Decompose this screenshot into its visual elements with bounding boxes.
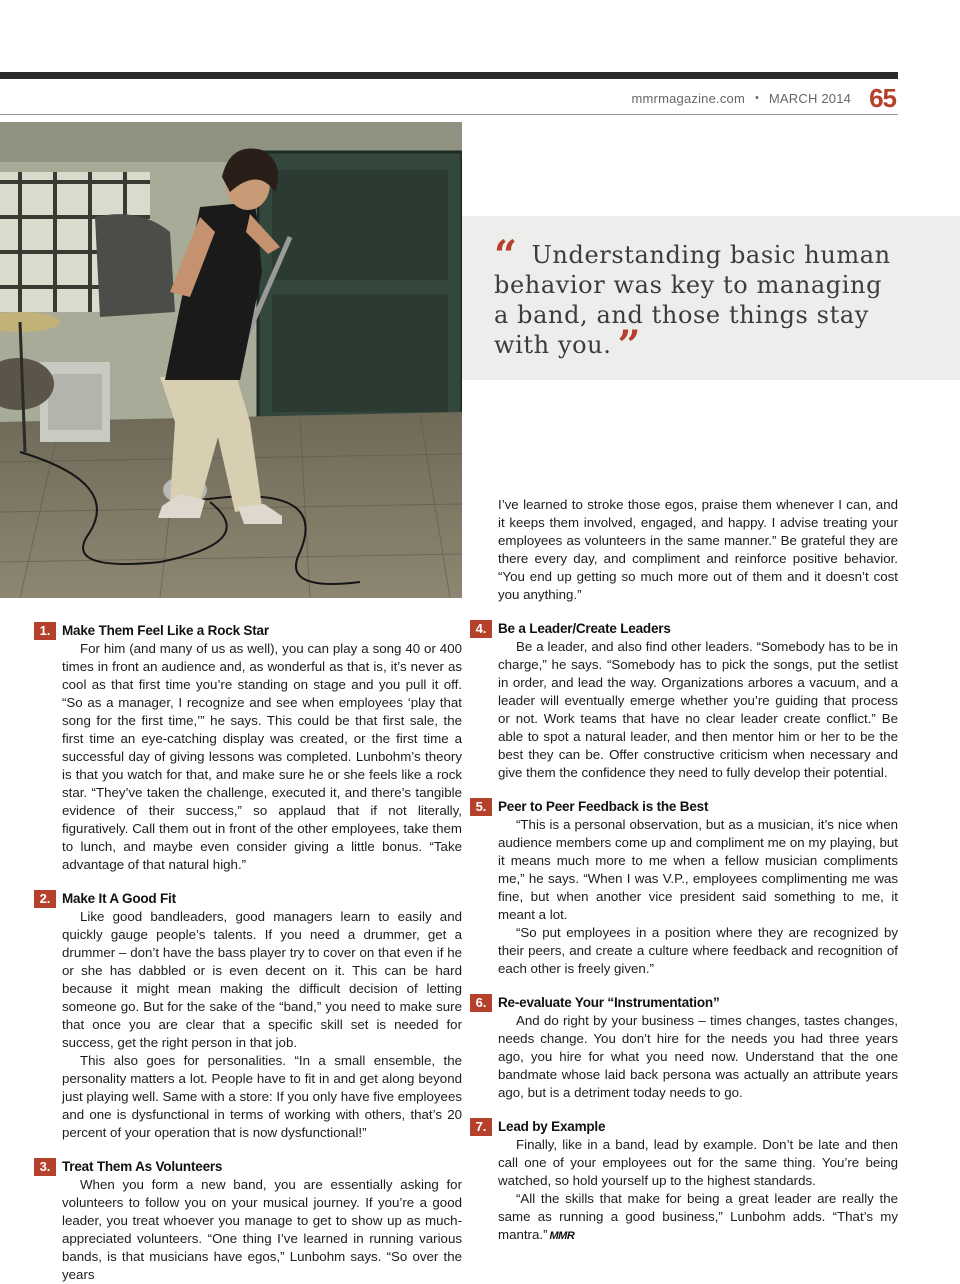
section-1 xyxy=(39,622,462,874)
section-number-badge: 7. xyxy=(470,1118,492,1136)
pull-quote-text: Understanding basic human behavior was key to managing a band, and those things stay with you. xyxy=(494,241,891,359)
section-title: Re-evaluate Your “Instrumentation” xyxy=(498,995,720,1010)
right-column xyxy=(475,496,898,1245)
folio-site: mmrmagazine.com xyxy=(631,90,746,106)
section-title: Peer to Peer Feedback is the Best xyxy=(498,799,709,814)
section-number-badge: 3. xyxy=(34,1158,56,1176)
pull-quote xyxy=(494,232,904,369)
section-number-badge: 5. xyxy=(470,798,492,816)
continued-paragraph: I’ve learned to stroke those egos, praise them whenever I can, and it keeps them involved, engaged, and happy. I advise treating your employees as volunteers in the same manner.” Be grateful they are there every day, and compliment and reinforce positive behavior. “You end up getting so much more out of them and it doesn’t cost you anything.” xyxy=(498,497,898,602)
section-title: Make It A Good Fit xyxy=(62,891,176,906)
body-paragraph xyxy=(498,1190,898,1245)
body-paragraph: “So put employees in a position where they are recognized by their peers, and create a culture where feedback and recognition of each other is freely given.” xyxy=(498,925,898,976)
body-paragraph: Finally, like in a band, lead by example. Don’t be late and then call one of your employees out for the same thing. You’re being watched, so hold yourself up to the highest standards. xyxy=(498,1137,898,1188)
section-7 xyxy=(475,1118,898,1245)
folio-date: MARCH 2014 xyxy=(768,90,852,106)
section-6 xyxy=(475,994,898,1102)
section-title: Lead by Example xyxy=(498,1119,606,1134)
section-number-badge: 1. xyxy=(34,622,56,640)
section-title: Treat Them As Volunteers xyxy=(62,1159,223,1174)
top-rule xyxy=(0,72,898,79)
body-paragraph: This also goes for personalities. “In a small ensemble, the personality matters a lot. People have to fit in and get along beyond just playing well. Same with a store: If you only have five employees and one is dysfunctional in terms of working with others, that’s 20 percent of your operation that is now dysfunctional!” xyxy=(62,1053,462,1140)
section-number-badge: 2. xyxy=(34,890,56,908)
left-column xyxy=(39,622,462,1284)
section-5 xyxy=(475,798,898,978)
body-paragraph: And do right by your business – times changes, tastes changes, needs change. You don’t hire for the needs you had three years ago, you hire for what you need now. Understand that the one bandmate whose laid back persona was actually an attribute years ago, but is a detriment today needs to go. xyxy=(498,1013,898,1100)
section-3 xyxy=(39,1158,462,1284)
section-2 xyxy=(39,890,462,1142)
body-paragraph: When you form a new band, you are essentially asking for volunteers to follow you on your musical journey. If you’re a good leader, you treat whoever you manage to get to show up as much-appreciated volunteers. “One thing I’ve learned in running various bands, is that musicians have egos,” Lunbohm says. “So over the years xyxy=(62,1177,462,1282)
body-paragraph: Like good bandleaders, good managers learn to easily and quickly gauge people’s talents. If you need a drummer, get a drummer – don’t have the bass player try to cover on that even if he or she has dabbled or is even decent on it. This can be hard because it might mean making the difficult decision of letting someone go. But for the sake of the “band,” you need to make sure that once you are clear that a specific skill set is needed for success, get the right person in that job. xyxy=(62,909,462,1050)
open-quote-mark: “ xyxy=(494,232,518,279)
section-4 xyxy=(475,620,898,782)
section-number-badge: 4. xyxy=(470,620,492,638)
header-rule xyxy=(0,114,898,115)
section-title: Make Them Feel Like a Rock Star xyxy=(62,623,269,638)
body-paragraph: For him (and many of us as well), you can play a song 40 or 400 times in front an audience and, as wonderful as that is, it’s never as cool as that first time you’re standing on stage and you pull it off. “So as a manager, I recognize and see when employees ‘play that song for the first time,’” he says. This could be that first sale, the first time an eye-catching display was created, or the first time a successful day of giving lessons was completed. Lunbohm’s theory is that you watch for that, and make sure he or she feels like a rock star. “They’ve taken the challenge, executed it, and there’s tangible evidence of their success,” so applaud that if not literally, figuratively. Call them out in front of the other employees, take them to lunch, and maybe even consider giving a little bonus. “Take advantage of that natural high.” xyxy=(62,641,462,872)
mmr-end-mark: MMR xyxy=(549,1230,575,1242)
final-paragraph-text: “All the skills that make for being a great leader are really the same as running a good business,” Lunbohm adds. “That’s my mantra.” xyxy=(498,1191,898,1242)
singer-photo xyxy=(0,122,462,598)
close-quote-mark: ” xyxy=(617,322,642,369)
section-title: Be a Leader/Create Leaders xyxy=(498,621,671,636)
folio-separator: • xyxy=(755,92,759,104)
body-paragraph: Be a leader, and also find other leaders. “Somebody has to be in charge,” he says. “Somebody has to pick the songs, put the setlist in order, and lead the way. Organizations arbores a vacuum, and a leader will eventually emerge whether you’re guiding that process or not. Work teams that have no clear leader create conflict.” Be able to spot a natural leader, and then mentor him or her to be the best they can be. Offer constructive criticism when necessary and give them the confidence they need to fully develop their potential. xyxy=(498,639,898,780)
page-folio xyxy=(631,84,896,112)
body-paragraph: “This is a personal observation, but as a musician, it’s nice when audience members come up and compliment me on my playing, but it means much more to me when a fellow musician compliments me,” he says. “When I was V.P., employees complimenting me was fine, but when another vice president said something to me, it meant a lot. xyxy=(498,817,898,922)
section-number-badge: 6. xyxy=(470,994,492,1012)
page-number: 65 xyxy=(869,82,896,113)
pull-quote-box xyxy=(462,216,960,380)
